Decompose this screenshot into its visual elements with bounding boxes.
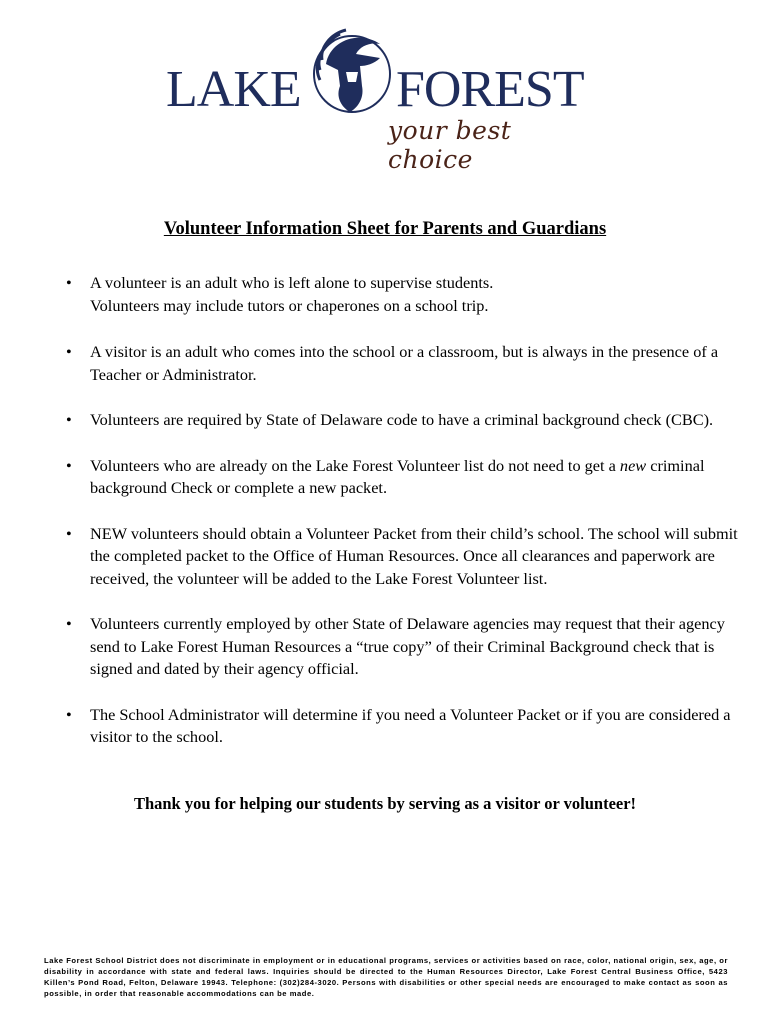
logo-word-right: FOREST [396, 61, 584, 118]
district-logo [160, 22, 600, 174]
list-item-text: criminal background Check or complete a new packet. [90, 455, 705, 497]
list-item: • Volunteers are required by State of Delaware code to have a criminal background check (CBC). [66, 409, 746, 432]
page-title: Volunteer Information Sheet for Parents and Guardians [163, 219, 607, 239]
list-item: • The School Administrator will determine if you need a Volunteer Packet or if you are considered a visitor to the school. [66, 704, 746, 749]
emphasis-text: new [619, 455, 647, 475]
thank-you-note: Thank you for helping our students by serving as a visitor or volunteer! [133, 794, 637, 813]
logo-word-left: LAKE [166, 61, 301, 118]
info-list [66, 272, 746, 772]
list-item [66, 272, 746, 317]
list-item-text: Volunteers who are already on the Lake Forest Volunteer list do not need to get a [90, 455, 620, 475]
list-item: • A visitor is an adult who comes into the school or a classroom, but is always in the presence of a Teacher or Administrator. [66, 341, 746, 386]
spartan-helmet-icon [310, 24, 394, 120]
list-item-line: Volunteers may include tutors or chaperones on a school trip. [90, 295, 489, 315]
list-item: • NEW volunteers should obtain a Volunteer Packet from their child’s school. The school will submit the completed packet to the Office of Human Resources. Once all clearances and paperwork are received, the volunteer will be added to the Lake Forest Volunteer list. [66, 523, 746, 591]
list-item: • Volunteers currently employed by other State of Delaware agencies may request that their agency send to Lake Forest Human Resources a “true copy” of their Criminal Background check that is signed and dated by their agency official. [66, 613, 746, 681]
list-item-line: • A volunteer is an adult who is left alone to supervise students. [90, 273, 494, 292]
list-item [66, 455, 746, 500]
nondiscrimination-footer: Lake Forest School District does not discriminate in employment or in educational programs, services or activities based on race, color, national origin, sex, age, or disability in accordance with state and federal laws. Inquiries should be directed to the Human Resources Director, Lake Forest Central Business Office, 5423 Killen’s Pond Road, Felton, Delaware 19943. Telephone: (302)284-3020. Persons with disabilities or other special needs are encouraged to make contact as soon as possible, in order that reasonable accommodations can be made. [44, 956, 728, 998]
logo-tagline: your best choice [388, 116, 512, 174]
